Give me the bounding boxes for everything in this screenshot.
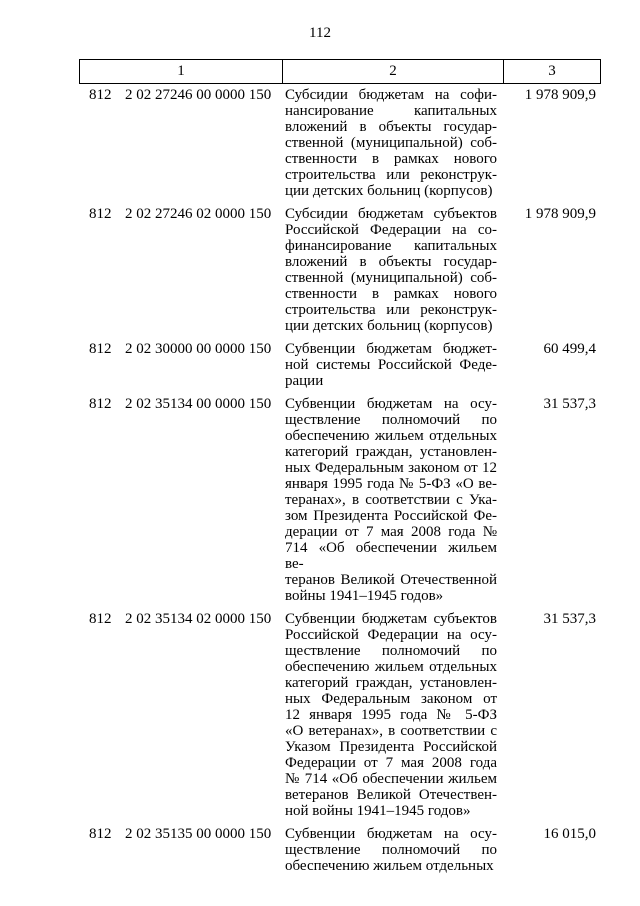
row-amount: 16 015,0 — [543, 826, 596, 842]
page-number: 112 — [309, 25, 331, 41]
header-col-3: 3 — [503, 60, 601, 83]
description-line: Субсидии бюджетам субъектов — [285, 206, 497, 222]
description-line: 12 января 1995 года № 5-ФЗ — [285, 707, 497, 723]
row-amount: 60 499,4 — [543, 341, 596, 357]
budget-code: 2 02 35134 00 0000 150 — [125, 396, 272, 412]
admin-code: 812 — [89, 826, 112, 842]
table-row — [79, 396, 601, 604]
description-line: 714 «Об обеспечении жильем ве- — [285, 540, 497, 572]
admin-code: 812 — [89, 87, 112, 103]
description-line: ной системы Российской Феде- — [285, 357, 497, 373]
description-line: Федерации от 7 мая 2008 года — [285, 755, 497, 771]
description-line: Субсидии бюджетам на софи- — [285, 87, 497, 103]
description-line: Субвенции бюджетам бюджет- — [285, 341, 497, 357]
budget-code: 2 02 30000 00 0000 150 — [125, 341, 272, 357]
row-amount: 31 537,3 — [543, 396, 596, 412]
description-line: Российской Федерации на со- — [285, 222, 497, 238]
description-line: ции детских больниц (корпусов) — [285, 318, 493, 334]
description-line: дерации от 7 мая 2008 года № — [285, 524, 497, 540]
admin-code: 812 — [89, 396, 112, 412]
description-line: нансирование капитальных — [285, 103, 497, 119]
description-line: рации — [285, 373, 324, 389]
description-line: финансирование капитальных — [285, 238, 497, 254]
header-col-2: 2 — [282, 60, 503, 83]
description-line: зом Президента Российской Фе- — [285, 508, 497, 524]
budget-table — [79, 59, 601, 874]
row-amount: 31 537,3 — [543, 611, 596, 627]
row-amount: 1 978 909,9 — [524, 206, 596, 222]
description-line: категорий граждан, установлен- — [285, 675, 497, 691]
header-col-1: 1 — [79, 60, 282, 83]
description-line: обеспечению жильем отдельных — [285, 858, 494, 874]
row-description — [282, 611, 503, 819]
description-line: ществление полномочий по — [285, 643, 497, 659]
description-line: ственной (муниципальной) соб- — [285, 270, 497, 286]
description-line: ной войны 1941–1945 годов» — [285, 803, 471, 819]
row-amount: 1 978 909,9 — [524, 87, 596, 103]
description-line: категорий граждан, установлен- — [285, 444, 497, 460]
row-code-cell — [79, 87, 282, 199]
description-line: ществление полномочий по — [285, 412, 497, 428]
budget-code: 2 02 27246 00 0000 150 — [125, 87, 272, 103]
row-code-cell — [79, 396, 282, 604]
description-line: Субвенции бюджетам на осу- — [285, 826, 497, 842]
description-line: Указом Президента Российской — [285, 739, 497, 755]
table-row — [79, 87, 601, 199]
description-line: № 714 «Об обеспечении жильем — [285, 771, 497, 787]
table-body — [79, 87, 601, 874]
description-line: теранов Великой Отечественной — [285, 572, 497, 588]
description-line: обеспечению жильем отдельных — [285, 428, 497, 444]
admin-code: 812 — [89, 341, 112, 357]
description-line: ществление полномочий по — [285, 842, 497, 858]
table-header — [79, 59, 601, 84]
description-line: ственности в рамках нового — [285, 151, 497, 167]
description-line: Российской Федерации на осу- — [285, 627, 497, 643]
table-row — [79, 206, 601, 334]
description-line: строительства или реконструк- — [285, 167, 497, 183]
description-line: ции детских больниц (корпусов) — [285, 183, 493, 199]
description-line: ветеранов Великой Отечествен- — [285, 787, 497, 803]
description-line: «О ветеранах», в соответствии с — [285, 723, 497, 739]
row-description — [282, 341, 503, 389]
description-line: января 1995 года № 5-ФЗ «О ве- — [285, 476, 497, 492]
description-line: вложений в объекты государ- — [285, 254, 497, 270]
table-row — [79, 341, 601, 389]
description-line: вложений в объекты государ- — [285, 119, 497, 135]
admin-code: 812 — [89, 206, 112, 222]
budget-code: 2 02 35135 00 0000 150 — [125, 826, 272, 842]
description-line: Субвенции бюджетам на осу- — [285, 396, 497, 412]
row-code-cell — [79, 206, 282, 334]
description-line: войны 1941–1945 годов» — [285, 588, 444, 604]
description-line: теранах», в соответствии с Ука- — [285, 492, 497, 508]
row-description — [282, 87, 503, 199]
budget-code: 2 02 27246 02 0000 150 — [125, 206, 272, 222]
row-description — [282, 206, 503, 334]
description-line: ственности в рамках нового — [285, 286, 497, 302]
row-code-cell — [79, 611, 282, 819]
row-description — [282, 826, 503, 874]
row-code-cell — [79, 341, 282, 389]
row-description — [282, 396, 503, 604]
description-line: ственной (муниципальной) соб- — [285, 135, 497, 151]
description-line: обеспечению жильем отдельных — [285, 659, 497, 675]
row-code-cell — [79, 826, 282, 874]
table-row — [79, 611, 601, 819]
description-line: ных Федеральным законом от 12 — [285, 460, 497, 476]
budget-code: 2 02 35134 02 0000 150 — [125, 611, 272, 627]
description-line: ных Федеральным законом от — [285, 691, 497, 707]
description-line: строительства или реконструк- — [285, 302, 497, 318]
description-line: Субвенции бюджетам субъектов — [285, 611, 497, 627]
table-row — [79, 826, 601, 874]
admin-code: 812 — [89, 611, 112, 627]
